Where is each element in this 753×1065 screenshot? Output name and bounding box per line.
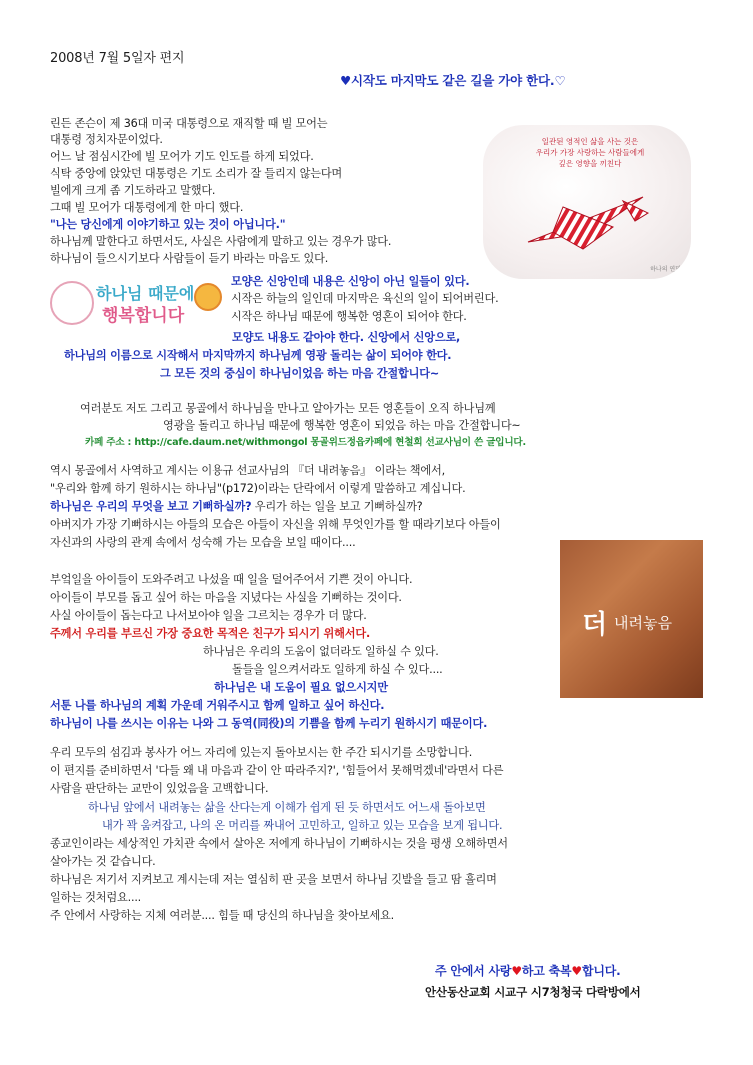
happy-logo [44, 277, 230, 327]
closing-part-b: 하고 축복 [521, 964, 572, 978]
text-line: 여러분도 저도 그리고 몽골에서 하나님을 만나고 알아가는 모든 영혼들이 오직 하나님께 [80, 402, 496, 415]
highlight-line: 모양은 신앙인데 내용은 신앙이 아닌 일들이 있다. [231, 275, 470, 288]
red-highlight-line: 주께서 우리를 부르신 가장 중요한 목적은 친구가 되시기 위해서다. [50, 627, 371, 640]
highlight-question: 하나님은 우리의 무엇을 보고 기뻐하실까? [50, 500, 252, 513]
text-line: 역시 몽골에서 사역하고 계시는 이용규 선교사님의 『더 내려놓음』 이라는 책에서, [50, 464, 445, 477]
letter-subtitle: ♥시작도 마지막도 같은 길을 가야 한다.♡ [340, 73, 566, 88]
text-line [50, 500, 422, 514]
text-line: 식탁 중앙에 앉았던 대통령은 기도 소리가 잘 들리지 않는다며 [50, 167, 343, 180]
text-line: 부엌일을 아이들이 도와주려고 나섰을 때 일을 덜어주어서 기쁜 것이 아니다. [50, 573, 413, 586]
text-line: 이 편지를 준비하면서 '다들 왜 내 마음과 같이 안 따라주지?', '힘들어서 못해먹겠네'라면서 다른 [50, 764, 504, 777]
highlight-line: 하나님의 이름으로 시작해서 마지막까지 하나님께 영광 돌리는 삶이 되어야 한다. [64, 349, 452, 362]
text-line: 살아가는 것 같습니다. [50, 855, 156, 868]
letter-date: 2008년 7월 5일자 편지 [50, 51, 185, 66]
heart-icon: ♥ [571, 964, 582, 978]
text-line: 하나님은 우리의 도움이 없더라도 일하실 수 있다. [203, 645, 439, 658]
image-poem-line: 깊은 영향을 끼친다 [558, 159, 622, 168]
navy-line: 하나님 앞에서 내려놓는 삶을 산다는게 이해가 쉽게 된 듯 하면서도 어느새 돌아보면 [88, 801, 486, 814]
paper-plane-image [483, 125, 691, 279]
highlight-line: 하나님은 내 도움이 필요 없으시지만 [214, 681, 388, 694]
text-line: 대통령 정치자문이었다. [50, 133, 163, 146]
paper-plane-icon [523, 187, 653, 257]
book-title-big: 더 [582, 610, 608, 640]
text-line: 돌들을 일으켜서라도 일하게 하실 수 있다.... [232, 663, 443, 676]
highlight-line: 모양도 내용도 같아야 한다. 신앙에서 신앙으로, [232, 331, 461, 344]
highlight-line: 하나님이 나를 쓰시는 이유는 나와 그 동역(同役)의 기쁨을 함께 누리기 원하시기 때문이다. [50, 717, 488, 730]
text-line: 우리 모두의 섬김과 봉사가 어느 자리에 있는지 돌아보시는 한 주간 되시기를 소망합니다. [50, 746, 473, 759]
text-line: 사람을 판단하는 교만이 있었음을 고백합니다. [50, 782, 269, 795]
text-line: 하나님께 말한다고 하면서도, 사실은 사람에게 말하고 있는 경우가 많다. [50, 235, 392, 248]
text-line: 영광을 돌리고 하나님 때문에 행복한 영혼이 되었음 하는 마음 간절합니다~ [163, 419, 521, 432]
text-line: 아이들이 부모를 돕고 싶어 하는 마음을 지녔다는 사실을 기뻐하는 것이다. [50, 591, 402, 604]
text-line: 그때 빌 모어가 대통령에게 한 마디 했다. [50, 201, 244, 214]
text-line: 주 안에서 사랑하는 지체 여러분.... 힘들 때 당신의 하나님을 찾아보세요. [50, 909, 394, 922]
text-line: 시작은 하나님 때문에 행복한 영혼이 되어야 한다. [231, 310, 467, 323]
highlight-line: 그 모든 것의 중심이 하나님이었음 하는 마음 간절합니다~ [160, 367, 440, 380]
text-line: 종교인이라는 세상적인 가치관 속에서 살아온 저에게 하나님이 기뻐하시는 것을 평생 오해하면서 [50, 837, 508, 850]
image-poem-line: 우리가 가장 사랑하는 사람들에게 [535, 148, 645, 157]
book-cover-image [560, 540, 703, 698]
closing-blessing [435, 964, 621, 978]
logo-line2: 행복합니다 [102, 306, 185, 326]
navy-line: 내가 꽉 움켜잡고, 나의 온 머리를 짜내어 고민하고, 일하고 있는 모습을 보게 됩니다. [102, 819, 503, 832]
text-line: 하나님이 들으시기보다 사람들이 듣기 바라는 마음도 있다. [50, 252, 329, 265]
text-line: 사실 아이들이 돕는다고 나서보아야 일을 그르치는 경우가 더 많다. [50, 609, 367, 622]
heart-icon: ♥ [511, 964, 522, 978]
text-line: "우리와 함께 하기 원하시는 하나님"(p172)이라는 단락에서 이렇게 말씀하고 계십니다. [50, 482, 466, 495]
smiley-face-icon [50, 281, 94, 325]
text-line: 린든 존슨이 제 36대 미국 대통령으로 재직할 때 빌 모어는 [50, 117, 328, 130]
book-title-small: 내려놓음 [614, 614, 672, 632]
text-line: 자신과의 사랑의 관계 속에서 성숙해 가는 모습을 보일 때이다.... [50, 536, 356, 549]
text-line: 빌에게 크게 좀 기도하라고 말했다. [50, 184, 216, 197]
sun-icon [194, 283, 222, 311]
image-credit: 하나의 연말 [650, 266, 681, 273]
question-continuation: 우리가 하는 일을 보고 기뻐하실까? [251, 500, 423, 513]
highlight-line: 서툰 나를 하나님의 계획 가운데 거워주시고 함께 일하고 싶어 하신다. [50, 699, 385, 712]
logo-line1: 하나님 때문에 [96, 284, 195, 303]
closing-part-a: 주 안에서 사랑 [435, 964, 512, 978]
text-line: 시작은 하늘의 일인데 마지막은 육신의 일이 되어버린다. [231, 292, 499, 305]
signature: 안산동산교회 시교구 시7청청국 다락방에서 [425, 985, 641, 999]
text-line: 하나님은 저기서 지켜보고 계시는데 저는 열심히 판 곳을 보면서 하나님 깃발을 들고 땀 흘리며 [50, 873, 497, 886]
quote-line: "나는 당신에게 이야기하고 있는 것이 아닙니다." [50, 218, 286, 231]
image-poem-line: 일관된 영적인 삶을 사는 것은 [541, 137, 639, 146]
text-line: 일하는 것처럼요.... [50, 891, 142, 904]
closing-part-c: 합니다. [581, 964, 621, 978]
cafe-address: 카페 주소 : http://cafe.daum.net/withmongol 몽골위드정읍카페에 현철희 선교사님이 쓴 글입니다. [85, 437, 526, 448]
text-line: 어느 날 점심시간에 빌 모어가 기도 인도를 하게 되었다. [50, 150, 314, 163]
text-line: 아버지가 가장 기뻐하시는 아들의 모습은 아들이 자신을 위해 무엇인가를 할 때라기보다 아들이 [50, 518, 501, 531]
